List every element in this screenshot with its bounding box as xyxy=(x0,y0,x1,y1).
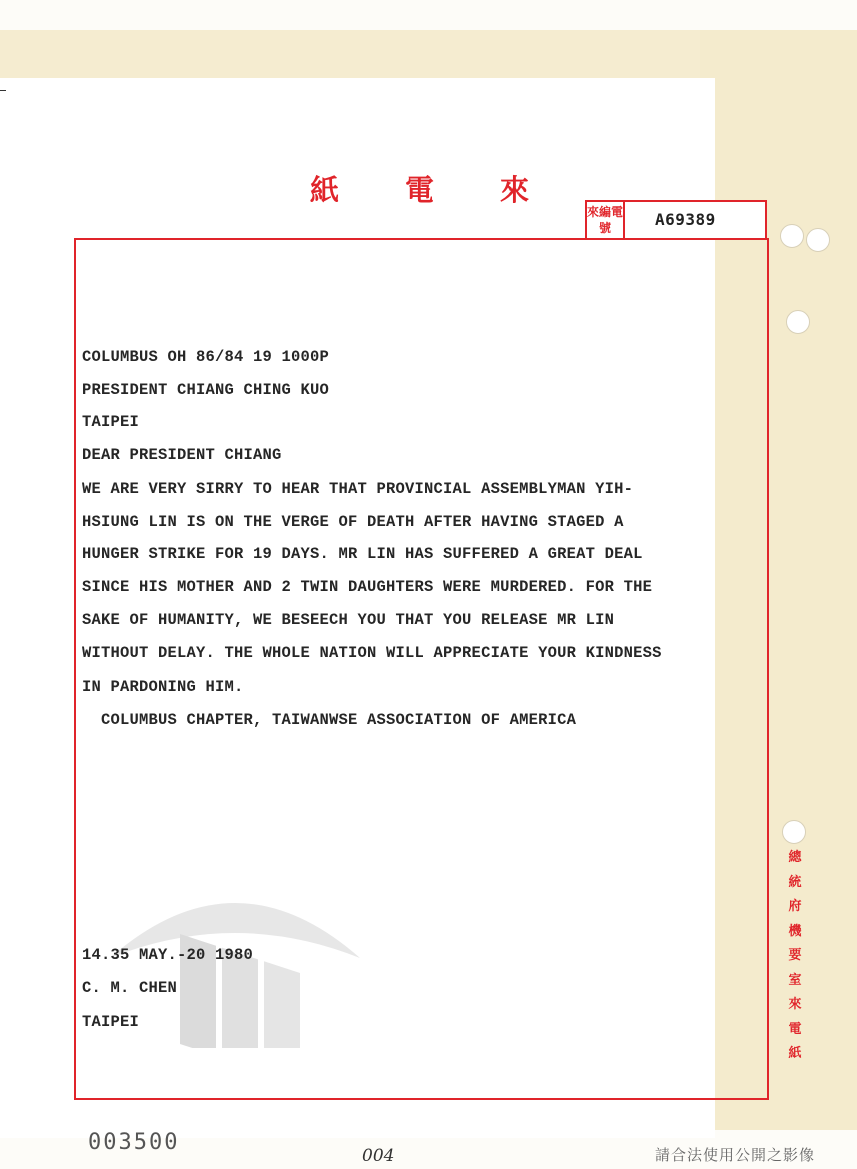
form-title-char: 電 xyxy=(405,173,435,207)
telegram-line: WITHOUT DELAY. THE WHOLE NATION WILL APPRECIATE YOUR KINDNESS xyxy=(82,644,662,662)
usage-notice: 請合法使用公開之影像 xyxy=(655,1146,816,1164)
telegram-line: SAKE OF HUMANITY, WE BESEECH YOU THAT YOU RELEASE MR LIN xyxy=(82,611,615,629)
telegram-line: SINCE HIS MOTHER AND 2 TWIN DAUGHTERS WERE MURDERED. FOR THE xyxy=(82,578,653,596)
form-title-char: 來 xyxy=(500,173,530,207)
telegram-line: HSIUNG LIN IS ON THE VERGE OF DEATH AFTER HAVING STAGED A xyxy=(82,513,624,531)
punch-hole xyxy=(806,228,830,252)
telegram-signature: COLUMBUS CHAPTER, TAIWANWSE ASSOCIATION OF AMERICA xyxy=(82,711,577,729)
telegram-code-box xyxy=(585,200,767,238)
punch-hole xyxy=(782,820,806,844)
scan-edge-mark xyxy=(0,90,6,91)
telegram-timestamp: 14.35 MAY.-20 1980 xyxy=(82,946,254,964)
document-number: 003500 xyxy=(88,1130,180,1155)
telegram-operator: C. M. CHEN xyxy=(82,979,178,997)
telegram-line: HUNGER STRIKE FOR 19 DAYS. MR LIN HAS SUFFERED A GREAT DEAL xyxy=(82,545,643,563)
telegram-line: DEAR PRESIDENT CHIANG xyxy=(82,446,282,464)
telegram-line: COLUMBUS OH 86/84 19 1000P xyxy=(82,348,330,366)
code-value: A69389 xyxy=(655,210,716,229)
telegram-line: PRESIDENT CHIANG CHING KUO xyxy=(82,381,330,399)
telegram-line: TAIPEI xyxy=(82,413,140,431)
office-side-label: 總統府機要室來電紙 xyxy=(788,850,802,1061)
page-number: 004 xyxy=(362,1146,395,1166)
form-title-char: 紙 xyxy=(310,173,340,207)
telegram-line: WE ARE VERY SIRRY TO HEAR THAT PROVINCIAL ASSEMBLYMAN YIH- xyxy=(82,480,634,498)
telegram-origin: TAIPEI xyxy=(82,1013,140,1031)
punch-hole xyxy=(786,310,810,334)
punch-hole xyxy=(780,224,804,248)
telegram-frame xyxy=(74,238,769,1100)
code-label: 來編電號 xyxy=(587,202,625,238)
telegram-line: IN PARDONING HIM. xyxy=(82,678,244,696)
